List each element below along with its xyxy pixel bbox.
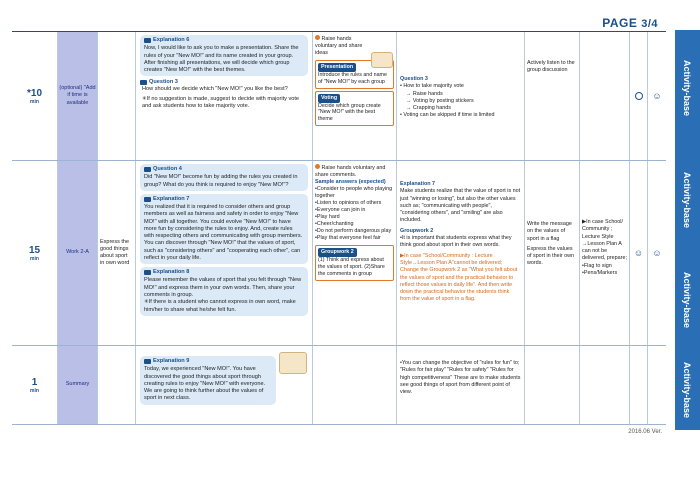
stage-cell: Work 2-A <box>58 161 98 345</box>
bullet-icon <box>315 164 320 169</box>
time-cell: 15 min <box>12 161 58 345</box>
question-hint: ✳If no suggestion is made, suggest to decide with majority vote and ask students how to take majority vote. <box>142 95 300 109</box>
question-bubble: Question 4 Did "New MO!" become fun by adding the rules you created in group? What do you think is required to enjoy "New MO!"? <box>140 164 308 191</box>
table-row <box>12 161 666 346</box>
students-illustration <box>371 52 393 68</box>
stage-cell: (optional) "Add if time is available <box>58 32 98 160</box>
teacher-illustration <box>279 352 307 374</box>
process-cell <box>136 32 313 160</box>
speaker-icon <box>144 197 151 202</box>
explanation-bubble: Explanation 6 Now, I would like to ask you to make a presentation. Share the rules of your "New MO!" and its name created in your group. After finishing all presentations, we will decide which group creates "New MO!" with the best themes. <box>140 35 308 76</box>
notes-cell: •You can change the objective of "rules for fun" to; "Rules for fair play" "Rules for safety" "Rules for high competitiveness" These are to make students see good things of sport from different point of view. <box>397 346 525 424</box>
presentation-box: Presentation Introduce the rules and name of "New MO!" by each group <box>315 60 394 89</box>
explanation-bubble: Explanation 8 Please remember the values of sport that you felt through "New MO!" and express them in your own words. Then, share your comments in group. ✳If there is a student who cannot express in own word, make him/her to share what he/she felt fun. <box>140 267 308 316</box>
evaluation-cell: Actively listen to the group discussion <box>525 32 580 160</box>
speaker-icon <box>144 270 151 275</box>
presentation-tag: Presentation <box>318 63 356 72</box>
smile-icon: ☺ <box>652 91 662 101</box>
evaluation-cell: Write the message on the values of sport in a flag Express the values of sport in their own words. <box>525 161 580 345</box>
question-icon <box>140 80 147 85</box>
process-cell <box>136 346 313 424</box>
activity-cell: Raise hands voluntary and share comments. Sample answers (expected) •Consider to people who playing together •Listen to opinions of others •Everyone can join in •Play hard •Cheer/chanting •Do not perform dangerous play •Play that everyone feel fair Groupwork 2 (1) Think and express about the values of sport. (2)Share the comments in group <box>313 161 397 345</box>
version-label: 2016.06 Ver. <box>628 429 662 435</box>
notes-cell: Question 3 • How to take majority vote → Raise hands → Voting by posting stickers → Crapping hands • Voting can be skipped if time is limited <box>397 32 525 160</box>
smile-icon: ☺ <box>652 248 662 258</box>
question-title: Question 3 <box>140 79 308 85</box>
goal-cell <box>98 32 136 160</box>
explanation-bubble: Explanation 9 Today, we experienced "New MO!". You have discovered the good things about sport through creating rules to enjoy "New MO!" with everyone. We are going to think further about the values of sport in next class. <box>140 356 276 405</box>
goal-cell <box>98 346 136 424</box>
evaluation-cell <box>525 346 580 424</box>
side-label: Activity-base <box>682 361 692 419</box>
process-cell <box>136 161 313 345</box>
circle-mark-icon <box>635 92 643 100</box>
speaker-icon <box>144 359 151 364</box>
side-label: Activity-base <box>682 171 692 229</box>
speaker-icon <box>144 38 151 43</box>
bullet-icon <box>315 35 320 40</box>
materials-cell <box>580 346 630 424</box>
groupwork-tag: Groupwork 2 <box>318 248 357 257</box>
notes-cell: Explanation 7 Make students realize that the value of sport is not just "winning or losing", but also the other values such as; "communicating with people", "considering others", and "smiling" are also included. Groupwork 2 •It is important that students express what they think good about sport in their own words. ▶In case "School/Community : Lecture Style→Lesson Plan A"cannot be delivered; Change the Groupwork 2 as "What you felt about the values of sport and the practical behavior to reflect those values in daily life". And then write down the practical behavior the students think from the value of sport in a flag. <box>397 161 525 345</box>
time-cell: *10 min <box>12 32 58 160</box>
question-body: How should we decide which "New MO!" you like the best? <box>142 86 288 93</box>
side-label: Activity-base <box>682 271 692 329</box>
activity-cell: Raise hands voluntary and share ideas Presentation Introduce the rules and name of "New MO!" by each group Voting Decide which group create "New MO!" with the best theme <box>313 32 397 160</box>
materials-cell: ▶In case School/ Community ; Lecture Style →Lesson Plan A can not be delivered, prepare; •Flag to sign •Pens/Markers <box>580 161 630 345</box>
goal-cell: Express the good things about sport in own word <box>98 161 136 345</box>
table-row <box>12 32 666 161</box>
side-label: Activity-base <box>682 59 692 117</box>
activity-cell <box>313 346 397 424</box>
voting-box: Voting Decide which group create "New MO!" with the best theme <box>315 91 394 127</box>
smile-icon: ☺ <box>633 248 644 258</box>
voting-tag: Voting <box>318 94 340 103</box>
question-icon <box>144 167 151 172</box>
explanation-bubble: Explanation 7 You realized that it is required to consider others and group members as well as fairness and safety in order to enjoy "New MO!" with all together. You could evolve "New MO!" to have more fun by considering the rules to enjoy. And, create rules with respecting others and communicating with group members. You can discover through "New MO!" that the values of sport, such as "considering others" and "cooperating each other", can reflect in your daily life. <box>140 194 308 264</box>
activity-base-band <box>675 30 700 430</box>
stage-cell: Summary <box>58 346 98 424</box>
materials-cell <box>580 32 630 160</box>
time-cell: 1 min <box>12 346 58 424</box>
groupwork-box: Groupwork 2 (1) Think and express about the values of sport. (2)Share the comments in group <box>315 245 394 281</box>
page-indicator: PAGE 3/4 <box>602 16 658 30</box>
table-row <box>12 346 666 425</box>
